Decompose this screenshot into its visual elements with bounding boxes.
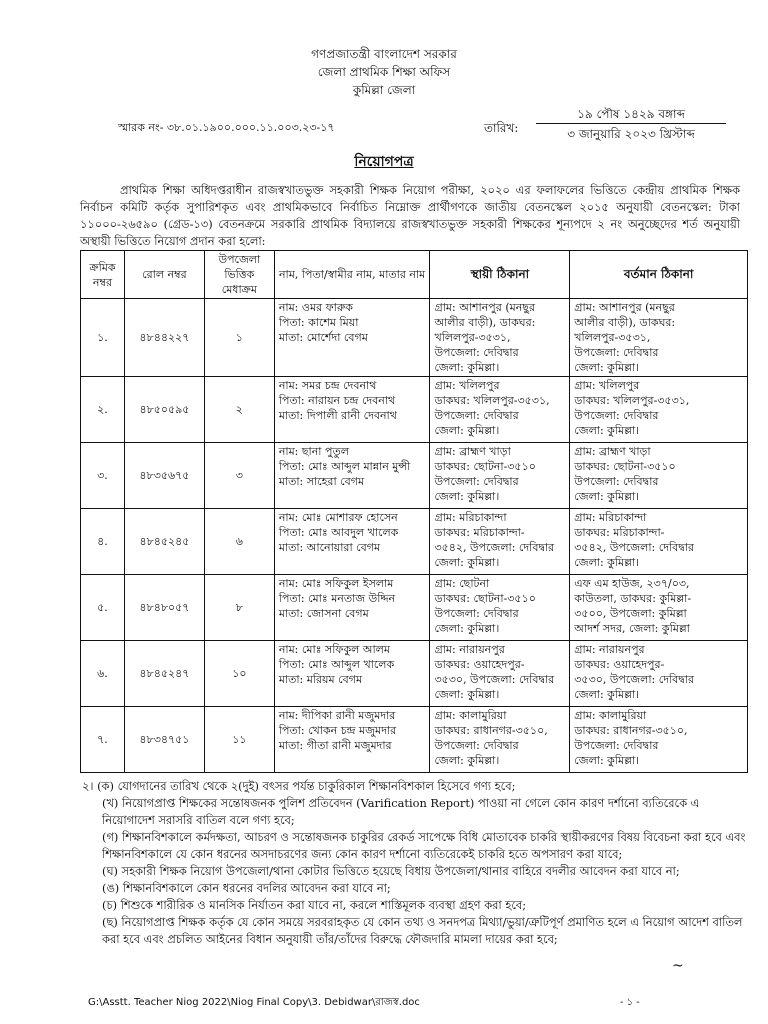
pres-line: ডাকঘর: ওয়াহেদপুর- xyxy=(574,658,665,671)
cell-serial: ৪. xyxy=(81,509,125,575)
perm-line: আলীর বাড়ী), ডাকঘর: xyxy=(434,316,536,329)
names-line: মাতা: গীতা রানী মজুমদার xyxy=(278,739,392,752)
pres-line: জেলা: কুমিল্লা। xyxy=(574,556,640,569)
condition-kha: (খ) নিয়োগপ্রাপ্ত শিক্ষকের সন্তোষজনক পুলিশ প্রতিবেদন (Varification Report) পাওয়া না গেলে কোন কারণ দর্শানো ব্যতিরেকে এ নিয়োগাদেশ সরাসরি বাতিল বলে গণ্য হবে; xyxy=(102,796,700,827)
perm-line: গ্রাম: কালামুরিয়া xyxy=(434,709,507,722)
condition-uma: (ঙ) শিক্ষানবিশকালে কোন ধরনের বদলির আবেদন করা যাবে না; xyxy=(102,881,391,895)
perm-line: ডাকঘর: ছোটনা-৩৫১০ xyxy=(434,592,536,605)
cell-perm xyxy=(430,443,570,509)
cell-merit: ১ xyxy=(204,299,274,377)
names-line: মাতা: দিপালী রানী দেবনাথ xyxy=(278,409,397,422)
cell-perm xyxy=(430,377,570,443)
pres-line: জেলা: কুমিল্লা। xyxy=(574,361,640,374)
pres-line: জেলা: কুমিল্লা। xyxy=(574,490,640,503)
col-serial: ক্রমিক নম্বর xyxy=(81,251,125,299)
pres-line: এফ এম হাউজ, ২৩৭/০৩, xyxy=(574,577,690,590)
cell-perm xyxy=(430,509,570,575)
names-line: নাম: সমর চন্দ্র দেবনাথ xyxy=(278,379,377,392)
names-line: পিতা: মোঃ আবদুল খালেক xyxy=(278,526,399,539)
cell-names xyxy=(274,377,430,443)
cell-perm xyxy=(430,641,570,707)
perm-line: ডাকঘর: রাধানগর-৩৫১০, xyxy=(434,724,548,737)
intro-paragraph: প্রাথমিক শিক্ষা অধিদপ্তরাধীন রাজস্বখাতভুক্ত সহকারী শিক্ষক নিয়োগ পরীক্ষা, ২০২০ এর ফলাফলের ভিত্তিতে কেন্দ্রীয় প্রাথমিক শিক্ষক নির্বাচন কমিটি কর্তৃক সুপারিশকৃত এবং প্রাথমিকভাবে নির্বাচিত নিম্নোক্ত প্রার্থীগণকে জাতীয় বেতনস্কেল ২০১৫ অনুযায়ী বেতনস্কেল: টাকা ১১০০০-২৬৫৯০ (গ্রেড-১৩) বেতনক্রমে সরকারি প্রাথমিক বিদ্যালয়ে রাজস্বখাতভুক্ত সহকারী শিক্ষকের শূন্যপদে ২ নং অনুচ্ছেদের শর্ত অনুযায়ী অস্থায়ী ভিত্তিতে নিয়োগ প্রদান করা হলো: xyxy=(80,183,740,248)
cell-roll: ৪৮৪৫২৪৭ xyxy=(124,641,204,707)
date-bangla: ১৯ পৌষ ১৪২৯ বঙ্গাব্দ xyxy=(577,107,685,121)
pres-line: ডাকঘর: রাধানগর-৩৫১০, xyxy=(574,724,688,737)
pres-line: ৩৫৩০, উপজেলা: দেবিদ্বার xyxy=(574,673,695,686)
district-name: কুমিল্লা জেলা xyxy=(352,83,416,97)
cell-pres xyxy=(570,707,748,773)
perm-line: জেলা: কুমিল্লা। xyxy=(434,490,500,503)
perm-line: খলিলপুর-৩৫৩১, xyxy=(434,331,511,344)
cell-names xyxy=(274,509,430,575)
office-header xyxy=(0,45,768,99)
cell-roll: ৪৮৩৫৬৭৫ xyxy=(124,443,204,509)
cell-perm xyxy=(430,575,570,641)
pres-line: জেলা: কুমিল্লা। xyxy=(574,754,640,767)
col-names: নাম, পিতা/স্বামীর নাম, মাতার নাম xyxy=(274,251,430,299)
col-roll: রোল নম্বর xyxy=(124,251,204,299)
table-row xyxy=(81,377,748,443)
pres-line: গ্রাম: মরিচাকান্দা xyxy=(574,511,647,524)
pres-line: জেলা: কুমিল্লা। xyxy=(574,688,640,701)
pres-line: গ্রাম: ব্রাহ্মণ খাড়া xyxy=(574,445,651,458)
col-permanent-address: স্থায়ী ঠিকানা xyxy=(430,251,570,299)
names-line: মাতা: জোসনা বেগম xyxy=(278,607,369,620)
signature-initial: ~ xyxy=(672,958,684,974)
cell-serial: ৭. xyxy=(81,707,125,773)
perm-line: গ্রাম: নারায়নপুর xyxy=(434,643,505,656)
cell-serial: ৩. xyxy=(81,443,125,509)
cell-merit: ১০ xyxy=(204,641,274,707)
cell-merit: ৮ xyxy=(204,575,274,641)
pres-line: খলিলপুর-৩৫৩১, xyxy=(574,331,651,344)
perm-line: উপজেলা: দেবিদ্বার xyxy=(434,475,519,488)
cell-perm xyxy=(430,299,570,377)
perm-line: জেলা: কুমিল্লা। xyxy=(434,754,500,767)
perm-line: গ্রাম: মরিচাকান্দা xyxy=(434,511,507,524)
office-name: জেলা প্রাথমিক শিক্ষা অফিস xyxy=(317,65,451,79)
pres-line: উপজেলা: দেবিদ্বার xyxy=(574,409,659,422)
table-row xyxy=(81,707,748,773)
cell-pres xyxy=(570,509,748,575)
pres-line: উপজেলা: দেবিদ্বার xyxy=(574,475,659,488)
table-row xyxy=(81,641,748,707)
cell-merit: ৬ xyxy=(204,509,274,575)
cell-serial: ১. xyxy=(81,299,125,377)
perm-line: ডাকঘর: ছোটনা-৩৫১০ xyxy=(434,460,536,473)
date-divider xyxy=(536,123,726,124)
perm-line: ৩৫৪২, উপজেলা: দেবিদ্বার xyxy=(434,541,555,554)
perm-line: উপজেলা: দেবিদ্বার xyxy=(434,607,519,620)
names-line: নাম: দীপিকা রানী মজুমদার xyxy=(278,709,396,722)
condition-chha: (ছ) নিয়োগপ্রাপ্ত শিক্ষক কর্তৃক যে কোন সময়ে সরবরাহকৃত যে কোন তথ্য ও সনদপত্র মিথ্যা/ভুয়া/ত্রুটিপূর্ণ প্রমাণিত হলে এ নিয়োগ আদেশ বাতিল করা হবে এবং প্রচলিত আইনের বিধান অনুযায়ী তাঁর/তাঁদের বিরুদ্ধে ফৌজদারি মামলা দায়ের করা হবে; xyxy=(102,915,743,946)
perm-line: ডাকঘর: মরিচাকান্দা- xyxy=(434,526,525,539)
names-line: মাতা: মোর্শেদা বেগম xyxy=(278,331,368,344)
pres-line: ডাকঘর: ছোটনা-৩৫১০ xyxy=(574,460,676,473)
names-line: পিতা: মোঃ আব্দুল মান্নান মুন্সী xyxy=(278,460,411,473)
date-english: ৩ জানুয়ারি ২০২৩ খ্রিস্টাব্দ xyxy=(567,127,695,141)
perm-line: গ্রাম: খলিলপুর xyxy=(434,379,500,392)
col-merit: উপজেলা ভিত্তিক মেধাক্রম xyxy=(204,251,274,299)
page-title-text: নিয়োগপত্র xyxy=(354,154,414,170)
perm-line: গ্রাম: ব্রাহ্মণ খাড়া xyxy=(434,445,511,458)
perm-line: গ্রাম: আশানপুর (মনছুর xyxy=(434,301,535,314)
names-line: মাতা: আনোয়ারা বেগম xyxy=(278,541,381,554)
condition-ga: (গ) শিক্ষানবিশকালে কর্মদক্ষতা, আচরণ ও সন্তোষজনক চাকুরির রেকর্ড সাপেক্ষে বিধি মোতাবেক চাকরি স্থায়ীকরণের বিষয় বিবেচনা করা হবে এবং শিক্ষানবিশকালে যে কোন ধরনের অসদাচরণের জন্য কোন কারণ দর্শানো ব্যতিরেকেই চাকরি হতে অপসারণ করা যাবে; xyxy=(102,830,746,861)
table-row xyxy=(81,299,748,377)
table-header-row xyxy=(81,251,748,299)
table-row xyxy=(81,443,748,509)
date-label: তারিখ: xyxy=(484,121,519,135)
perm-line: উপজেলা: দেবিদ্বার xyxy=(434,739,519,752)
perm-line: গ্রাম: ছোটনা xyxy=(434,577,490,590)
cell-roll: ৪৮৩৪৭৫১ xyxy=(124,707,204,773)
appointee-table xyxy=(80,250,748,773)
condition-cha: (চ) শিশুকে শারীরিক ও মানসিক নির্যাতন করা যাবে না, করলে শাস্তিমূলক ব্যবস্থা গ্রহণ করা হবে; xyxy=(102,898,527,912)
names-line: পিতা: খোকন চন্দ্র মজুমদার xyxy=(278,724,397,737)
pres-line: আদর্শ সদর, জেলা: কুমিল্লা xyxy=(574,622,690,635)
page-title xyxy=(0,150,768,174)
names-line: মাতা: সাহেরা বেগম xyxy=(278,475,365,488)
perm-line: উপজেলা: দেবিদ্বার xyxy=(434,346,519,359)
conditions-list xyxy=(82,778,752,948)
govt-name: গণপ্রজাতন্ত্রী বাংলাদেশ সরকার xyxy=(311,47,457,61)
pres-line: গ্রাম: আশানপুর (মনছুর xyxy=(574,301,675,314)
pres-line: ৩৫০০, উপজেলা: কুমিল্লা xyxy=(574,607,687,620)
pres-line: গ্রাম: নারায়নপুর xyxy=(574,643,645,656)
cell-roll: ৪৮৪৫২৪৫ xyxy=(124,509,204,575)
names-line: মাতা: মরিয়ম বেগম xyxy=(278,673,363,686)
cell-serial: ৫. xyxy=(81,575,125,641)
perm-line: ডাকঘর: খলিলপুর-৩৫৩১, xyxy=(434,394,550,407)
cell-serial: ৬. xyxy=(81,641,125,707)
cell-pres xyxy=(570,299,748,377)
col-present-address: বর্তমান ঠিকানা xyxy=(570,251,748,299)
pres-line: আলীর বাড়ী), ডাকঘর: xyxy=(574,316,676,329)
perm-line: জেলা: কুমিল্লা। xyxy=(434,556,500,569)
pres-line: গ্রাম: খলিলপুর xyxy=(574,379,640,392)
memo-number: স্মারক নং- ৩৮.০১.১৯০০.০০০.১১.০০৩.২৩-১৭ xyxy=(118,121,335,134)
perm-line: জেলা: কুমিল্লা। xyxy=(434,361,500,374)
page-number: - ১ - xyxy=(620,997,640,1008)
names-line: পিতা: মোঃ মনতাজ উদ্দিন xyxy=(278,592,396,605)
cell-merit: ৩ xyxy=(204,443,274,509)
cell-pres xyxy=(570,377,748,443)
names-line: পিতা: নারায়ন চন্দ্র দেবনাথ xyxy=(278,394,396,407)
pres-line: কাউতলা, ডাকঘর: কুমিল্লা- xyxy=(574,592,692,605)
cell-roll: ৪৮৪৮০৫৭ xyxy=(124,575,204,641)
cell-serial: ২. xyxy=(81,377,125,443)
names-line: নাম: মোঃ মোশারফ হোসেন xyxy=(278,511,398,524)
cell-merit: ২ xyxy=(204,377,274,443)
perm-line: ৩৫৩০, উপজেলা: দেবিদ্বার xyxy=(434,673,555,686)
condition-ka: ২। (ক) যোগদানের তারিখ থেকে ২(দুই) বৎসর পর্যন্ত চাকুরিকাল শিক্ষানবিশকাল হিসেবে গণ্য হবে; xyxy=(82,779,516,793)
cell-pres xyxy=(570,641,748,707)
cell-merit: ১১ xyxy=(204,707,274,773)
perm-line: জেলা: কুমিল্লা। xyxy=(434,688,500,701)
table-row xyxy=(81,509,748,575)
names-line: নাম: ছানা পুতুল xyxy=(278,445,349,458)
cell-names xyxy=(274,641,430,707)
cell-perm xyxy=(430,707,570,773)
cell-roll: ৪৮৪৪২২৭ xyxy=(124,299,204,377)
perm-line: ডাকঘর: ওয়াহেদপুর- xyxy=(434,658,525,671)
pres-line: ডাকঘর: মরিচাকান্দা- xyxy=(574,526,665,539)
cell-roll: ৪৮৫০৫৯৫ xyxy=(124,377,204,443)
cell-names xyxy=(274,443,430,509)
names-line: পিতা: মোঃ আব্দুল খালেক xyxy=(278,658,395,671)
cell-pres xyxy=(570,443,748,509)
cell-names xyxy=(274,707,430,773)
names-line: পিতা: কাশেম মিয়া xyxy=(278,316,359,329)
cell-names xyxy=(274,575,430,641)
cell-pres xyxy=(570,575,748,641)
pres-line: জেলা: কুমিল্লা। xyxy=(574,424,640,437)
pres-line: উপজেলা: দেবিদ্বার xyxy=(574,346,659,359)
cell-names xyxy=(274,299,430,377)
pres-line: গ্রাম: কালামুরিয়া xyxy=(574,709,647,722)
file-path: G:\Asstt. Teacher Niog 2022\Niog Final Copy\3. Debidwar\রাজস্ব.doc xyxy=(88,997,420,1008)
pres-line: ৩৫৪২, উপজেলা: দেবিদ্বার xyxy=(574,541,695,554)
names-line: নাম: মোঃ সফিকুল আলম xyxy=(278,643,390,656)
perm-line: জেলা: কুমিল্লা। xyxy=(434,622,500,635)
perm-line: জেলা: কুমিল্লা। xyxy=(434,424,500,437)
pres-line: উপজেলা: দেবিদ্বার xyxy=(574,739,659,752)
table-row xyxy=(81,575,748,641)
pres-line: ডাকঘর: খলিলপুর-৩৫৩১, xyxy=(574,394,690,407)
names-line: নাম: মোঃ সফিকুল ইসলাম xyxy=(278,577,394,590)
condition-gha: (ঘ) সহকারী শিক্ষক নিয়োগ উপজেলা/থানা কোটার ভিত্তিতে হয়েছে বিধায় উপজেলা/থানার বাহিরে বদলীর আবেদন করা যাবে না; xyxy=(102,864,680,878)
perm-line: উপজেলা: দেবিদ্বার xyxy=(434,409,519,422)
names-line: নাম: ওমর ফারুক xyxy=(278,301,353,314)
